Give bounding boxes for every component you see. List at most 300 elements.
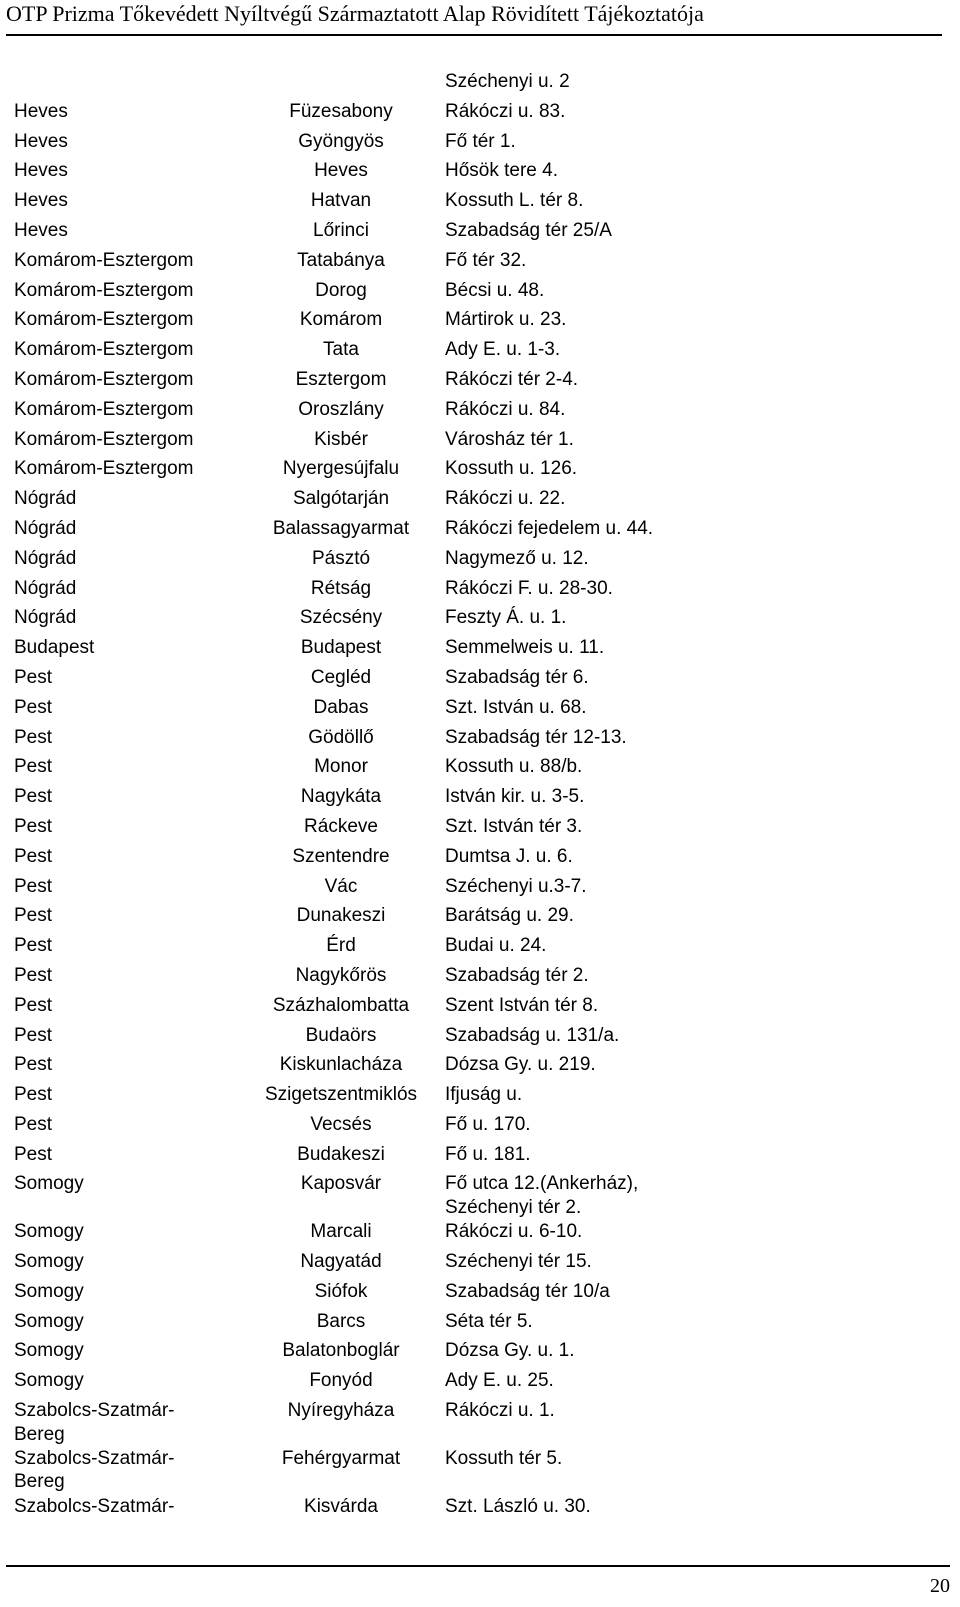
county-cell-line: Bereg [14,1423,65,1445]
address-cell [445,1250,935,1274]
city-cell-line: Nyíregyháza [287,1400,395,1422]
county-cell-line: Pest [14,964,53,986]
address-cell [445,1447,935,1471]
address-cell [445,70,935,94]
county-cell-line: Pest [14,756,53,778]
table-row [0,1339,960,1369]
county-cell-line: Pest [14,845,53,867]
city-cell [250,398,432,422]
address-cell-line: Rákóczi u. 83. [445,100,566,122]
city-cell [250,159,432,183]
address-cell [445,279,935,303]
county-cell-line: Somogy [14,1370,84,1392]
address-cell [445,189,935,213]
table-row [0,308,960,338]
address-cell-line: Városház tér 1. [445,428,574,450]
address-cell [445,577,935,601]
table-row [0,1083,960,1113]
county-cell [14,815,204,839]
city-cell-line: Heves [314,160,368,182]
city-cell-line: Nagykáta [300,786,382,808]
county-cell [14,696,204,720]
county-cell-line: Heves [14,160,68,182]
address-cell [445,547,935,571]
city-cell [250,636,432,660]
county-cell-line: Pest [14,994,53,1016]
table-row [0,606,960,636]
address-cell [445,904,935,928]
table-row [0,279,960,309]
county-cell-line: Nógrád [14,547,77,569]
table-row [0,1250,960,1280]
address-cell [445,398,935,422]
city-cell-line: Gödöllő [308,726,374,748]
footer-divider [6,1565,950,1567]
city-cell-line: Hatvan [310,190,372,212]
county-cell-line: Komárom-Esztergom [14,398,194,420]
address-cell [445,934,935,958]
city-cell-line: Kaposvár [300,1173,382,1195]
address-cell-line: Fő utca 12.(Ankerház), [445,1173,639,1195]
address-cell [445,636,935,660]
table-row [0,1143,960,1173]
table-row [0,1024,960,1054]
city-cell-line: Monor [314,756,368,778]
city-cell-line: Dabas [313,696,369,718]
table-row [0,1220,960,1250]
county-cell [14,1447,204,1494]
city-cell [250,130,432,154]
county-cell [14,785,204,809]
county-cell-line: Komárom-Esztergom [14,339,194,361]
city-cell-line: Nagykőrös [295,964,387,986]
county-cell [14,1024,204,1048]
county-cell [14,964,204,988]
table-row [0,726,960,756]
county-cell-line: Szabolcs-Szatmár- [14,1495,175,1517]
table-row [0,577,960,607]
address-cell-line: Rákóczi tér 2-4. [445,368,579,390]
address-cell [445,338,935,362]
city-cell-line: Nyergesújfalu [282,458,400,480]
city-cell [250,726,432,750]
address-cell-line: Szt. István tér 3. [445,815,583,837]
city-cell-line: Fehérgyarmat [281,1447,401,1469]
address-cell [445,159,935,183]
city-cell [250,457,432,481]
city-cell-line: Marcali [310,1221,372,1243]
address-cell [445,726,935,750]
county-cell [14,517,204,541]
city-cell-line: Szigetszentmiklós [264,1084,418,1106]
county-cell-line: Pest [14,815,53,837]
county-cell [14,636,204,660]
address-cell [445,785,935,809]
county-cell-line: Somogy [14,1310,84,1332]
document-title: OTP Prizma Tőkevédett Nyíltvégű Származtatott Alap Rövidített Tájékoztatója [6,1,704,26]
county-cell-line: Nógrád [14,577,77,599]
county-cell [14,1220,204,1244]
table-row [0,368,960,398]
address-cell [445,368,935,392]
city-cell [250,904,432,928]
city-cell [250,1220,432,1244]
table-row [0,338,960,368]
county-cell-line: Pest [14,905,53,927]
city-cell [250,1495,432,1519]
county-cell [14,219,204,243]
table-row [0,1399,960,1447]
address-cell-line: Szabadság tér 10/a [445,1280,610,1302]
city-cell [250,1250,432,1274]
address-cell-line: Kossuth L. tér 8. [445,190,584,212]
table-row [0,875,960,905]
county-cell-line: Bereg [14,1471,65,1493]
city-cell-line: Érd [326,935,356,957]
county-cell [14,547,204,571]
county-cell-line: Komárom-Esztergom [14,279,194,301]
city-cell [250,1053,432,1077]
city-cell [250,308,432,332]
city-cell-line: Vác [324,875,358,897]
county-cell-line: Nógrád [14,517,77,539]
city-cell [250,487,432,511]
city-cell [250,577,432,601]
address-cell-line: Fő tér 1. [445,130,516,152]
address-cell-line: Szabadság tér 12-13. [445,726,627,748]
city-cell-line: Füzesabony [289,100,393,122]
address-cell [445,755,935,779]
address-cell [445,1143,935,1167]
table-row [0,130,960,160]
table-row [0,487,960,517]
table-row [0,1172,960,1220]
address-cell-line: Budai u. 24. [445,935,547,957]
city-cell-line: Tatabánya [297,249,385,271]
address-cell [445,1280,935,1304]
table-row [0,189,960,219]
county-cell [14,308,204,332]
county-cell-line: Pest [14,935,53,957]
county-cell-line: Komárom-Esztergom [14,458,194,480]
table-row [0,70,960,100]
address-cell-line: Feszty Á. u. 1. [445,607,567,629]
county-cell [14,1310,204,1334]
city-cell-line: Budaörs [305,1024,377,1046]
city-cell [250,785,432,809]
city-cell-line: Pásztó [311,547,371,569]
address-cell-line: Ady E. u. 25. [445,1370,554,1392]
address-cell [445,994,935,1018]
table-row [0,457,960,487]
county-cell [14,1250,204,1274]
city-cell [250,219,432,243]
address-cell [445,428,935,452]
address-cell [445,130,935,154]
city-cell-line: Tata [323,339,359,361]
address-cell [445,1083,935,1107]
address-cell [445,457,935,481]
city-cell [250,815,432,839]
branch-list [0,70,960,1524]
city-cell-line: Barcs [316,1310,366,1332]
county-cell-line: Komárom-Esztergom [14,368,194,390]
city-cell [250,1339,432,1363]
address-cell-line: Semmelweis u. 11. [445,637,605,659]
table-row [0,428,960,458]
county-cell-line: Pest [14,786,53,808]
county-cell [14,1339,204,1363]
city-cell [250,666,432,690]
county-cell [14,1495,204,1519]
county-cell-line: Pest [14,875,53,897]
address-cell [445,606,935,630]
address-cell-line: Rákóczi u. 1. [445,1400,555,1422]
address-cell [445,517,935,541]
county-cell [14,726,204,750]
address-cell [445,1399,935,1423]
county-cell [14,577,204,601]
city-cell [250,755,432,779]
address-cell-line: Hősök tere 4. [445,160,558,182]
county-cell [14,487,204,511]
county-cell [14,934,204,958]
table-row [0,845,960,875]
county-cell [14,189,204,213]
page-header [6,0,942,36]
county-cell [14,338,204,362]
city-cell [250,1172,432,1196]
city-cell-line: Siófok [314,1280,368,1302]
city-cell [250,1310,432,1334]
county-cell-line: Pest [14,1143,53,1165]
city-cell [250,547,432,571]
county-cell-line: Pest [14,1054,53,1076]
county-cell [14,1053,204,1077]
city-cell [250,994,432,1018]
table-row [0,517,960,547]
address-cell [445,815,935,839]
county-cell [14,666,204,690]
address-cell-line: Dózsa Gy. u. 219. [445,1054,596,1076]
city-cell-line: Ráckeve [304,815,378,837]
address-cell-line: Széchenyi u. 2 [445,71,570,92]
county-cell-line: Nógrád [14,607,77,629]
county-cell-line: Pest [14,1113,53,1135]
city-cell [250,428,432,452]
county-cell-line: Nógrád [14,488,77,510]
address-cell-line: Széchenyi tér 15. [445,1251,592,1273]
county-cell-line: Pest [14,696,53,718]
county-cell-line: Heves [14,219,68,241]
address-cell-line: Szabadság tér 25/A [445,219,612,241]
address-cell [445,1495,935,1519]
table-row [0,159,960,189]
address-cell-line: Rákóczi F. u. 28-30. [445,577,613,599]
table-row [0,1369,960,1399]
city-cell-line: Budapest [300,637,382,659]
city-cell [250,964,432,988]
county-cell [14,1113,204,1137]
county-cell-line: Somogy [14,1251,84,1273]
city-cell-line: Budakeszi [297,1143,385,1165]
county-cell [14,457,204,481]
county-cell-line: Heves [14,100,68,122]
table-row [0,696,960,726]
address-cell-line: Ifjuság u. [445,1084,523,1106]
address-cell-line: Ady E. u. 1-3. [445,339,561,361]
address-cell [445,964,935,988]
address-cell [445,1053,935,1077]
county-cell [14,755,204,779]
table-row [0,636,960,666]
address-cell-line: Szent István tér 8. [445,994,599,1016]
address-cell [445,100,935,124]
county-cell [14,875,204,899]
city-cell [250,1024,432,1048]
city-cell [250,279,432,303]
county-cell-line: Heves [14,190,68,212]
address-cell-line: Szt. László u. 30. [445,1495,591,1517]
county-cell [14,249,204,273]
address-cell-line: Szabadság u. 131/a. [445,1024,620,1046]
city-cell-line: Nagyatád [300,1251,382,1273]
address-cell-line: Széchenyi tér 2. [445,1196,582,1218]
address-cell [445,219,935,243]
table-row [0,100,960,130]
address-cell-line: Rákóczi u. 6-10. [445,1221,583,1243]
address-cell-line: Szabadság tér 2. [445,964,589,986]
city-cell-line: Százhalombatta [272,994,410,1016]
county-cell [14,130,204,154]
table-row [0,547,960,577]
county-cell-line: Somogy [14,1280,84,1302]
address-cell [445,1310,935,1334]
county-cell-line: Pest [14,1084,53,1106]
address-cell-line: Bécsi u. 48. [445,279,545,301]
county-cell-line: Komárom-Esztergom [14,309,194,331]
table-row [0,964,960,994]
address-cell [445,1339,935,1363]
table-row [0,1053,960,1083]
address-cell [445,1024,935,1048]
address-cell [445,1172,935,1219]
address-cell-line: Szt. István u. 68. [445,696,587,718]
city-cell [250,189,432,213]
city-cell-line: Rétság [310,577,372,599]
address-cell-line: Séta tér 5. [445,1310,533,1332]
address-cell [445,1369,935,1393]
county-cell-line: Budapest [14,637,95,659]
table-row [0,1310,960,1340]
city-cell-line: Gyöngyös [298,130,384,152]
address-cell-line: Fő tér 32. [445,249,527,271]
address-cell-line: Széchenyi u.3-7. [445,875,587,897]
address-cell [445,1220,935,1244]
city-cell [250,1369,432,1393]
county-cell [14,1172,204,1196]
county-cell-line: Komárom-Esztergom [14,249,194,271]
city-cell [250,875,432,899]
city-cell [250,338,432,362]
county-cell-line: Szabolcs-Szatmár- [14,1447,175,1469]
address-cell-line: Kossuth u. 88/b. [445,756,583,778]
address-cell-line: Kossuth tér 5. [445,1447,563,1469]
address-cell [445,875,935,899]
county-cell [14,845,204,869]
address-cell-line: Dózsa Gy. u. 1. [445,1340,575,1362]
city-cell-line: Cegléd [310,666,372,688]
table-row [0,219,960,249]
county-cell [14,1369,204,1393]
address-cell-line: István kir. u. 3-5. [445,786,585,808]
city-cell-line: Szécsény [299,607,383,629]
county-cell [14,1083,204,1107]
county-cell-line: Somogy [14,1221,84,1243]
county-cell-line: Somogy [14,1173,84,1195]
county-cell-line: Komárom-Esztergom [14,428,194,450]
city-cell-line: Kisvárda [304,1495,378,1517]
city-cell [250,249,432,273]
city-cell-line: Vecsés [310,1113,372,1135]
county-cell [14,904,204,928]
table-row [0,1113,960,1143]
city-cell-line: Dorog [315,279,367,301]
table-row [0,934,960,964]
city-cell-line: Lőrinci [313,219,369,241]
address-cell-line: Fő u. 181. [445,1143,531,1165]
city-cell-line: Kiskunlacháza [279,1054,403,1076]
city-cell [250,606,432,630]
city-cell [250,517,432,541]
city-cell [250,100,432,124]
table-row [0,904,960,934]
city-cell-line: Fonyód [309,1370,373,1392]
county-cell-line: Szabolcs-Szatmár- [14,1400,175,1422]
county-cell [14,1280,204,1304]
county-cell [14,159,204,183]
table-row [0,755,960,785]
address-cell-line: Rákóczi fejedelem u. 44. [445,517,654,539]
table-row [0,815,960,845]
address-cell [445,249,935,273]
county-cell-line: Heves [14,130,68,152]
county-cell [14,398,204,422]
county-cell [14,279,204,303]
table-row [0,785,960,815]
city-cell [250,1399,432,1423]
county-cell-line: Pest [14,726,53,748]
county-cell [14,1399,204,1446]
city-cell [250,845,432,869]
address-cell-line: Kossuth u. 126. [445,458,578,480]
address-cell-line: Mártirok u. 23. [445,309,567,331]
address-cell-line: Dumtsa J. u. 6. [445,845,573,867]
address-cell-line: Nagymező u. 12. [445,547,589,569]
county-cell [14,368,204,392]
table-row [0,249,960,279]
city-cell-line: Salgótarján [292,488,390,510]
city-cell-line: Kisbér [314,428,368,450]
address-cell-line: Rákóczi u. 22. [445,488,566,510]
city-cell-line: Oroszlány [298,398,384,420]
city-cell [250,1447,432,1471]
city-cell [250,1143,432,1167]
table-row [0,666,960,696]
address-cell-line: Barátság u. 29. [445,905,574,927]
city-cell [250,1280,432,1304]
address-cell [445,845,935,869]
